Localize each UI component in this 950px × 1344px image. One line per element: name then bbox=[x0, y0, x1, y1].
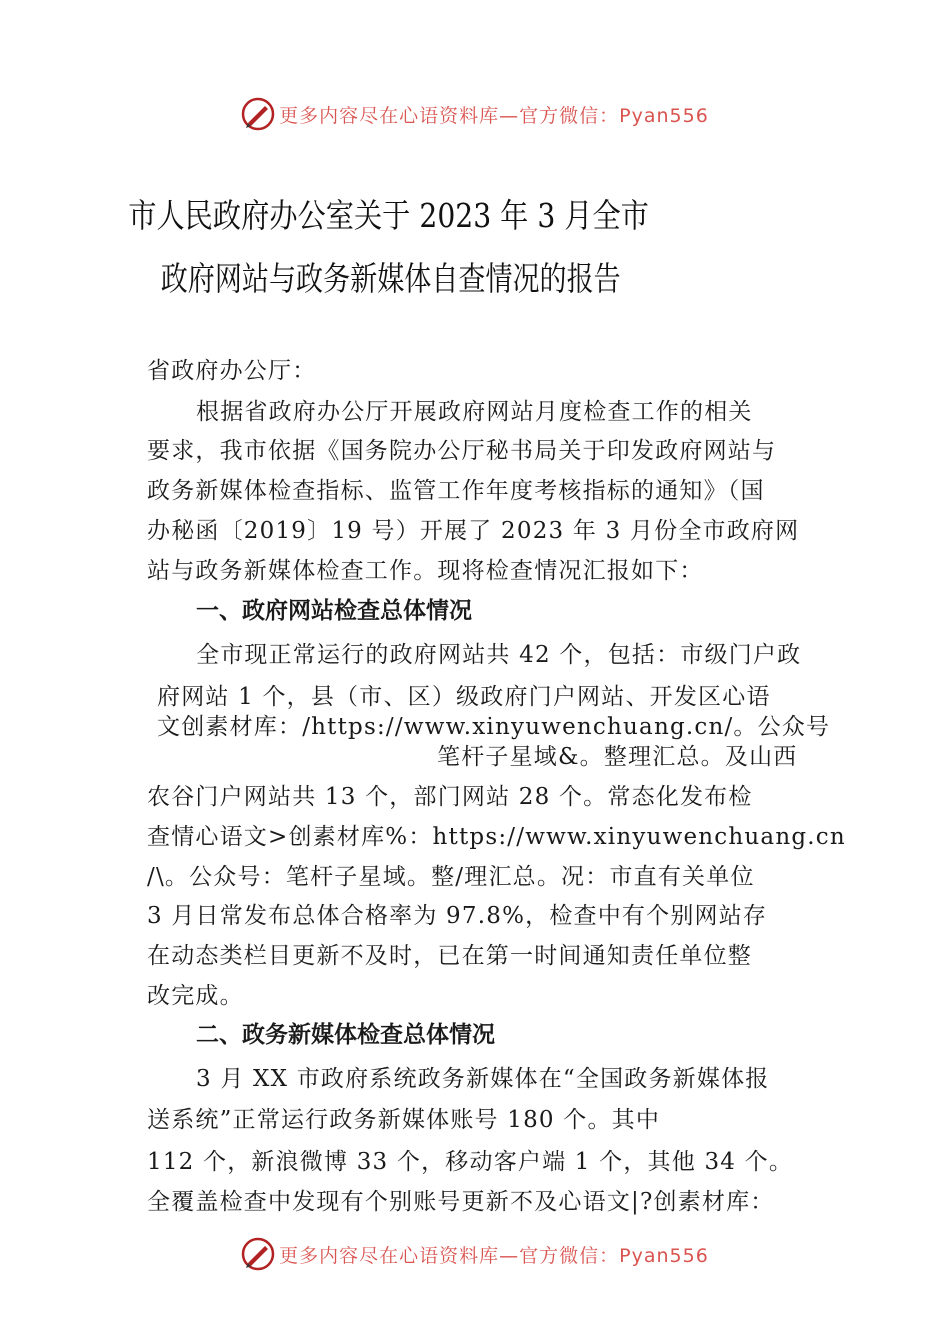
footer-watermark-text: 更多内容尽在心语资料库—官方微信：Pyan556 bbox=[279, 1244, 709, 1267]
paragraph-3-line: 112 个，新浪微博 33 个，移动客户端 1 个，其他 34 个。 bbox=[147, 1149, 794, 1175]
paragraph-3-line: 3 月 XX 市政府系统政务新媒体在“全国政务新媒体报 bbox=[196, 1066, 770, 1092]
paragraph-3-line: 送系统”正常运行政务新媒体账号 180 个。其中 bbox=[147, 1107, 661, 1133]
salutation: 省政府办公厅： bbox=[147, 358, 317, 384]
paragraph-2-line: 农谷门户网站共 13 个，部门网站 28 个。常态化发布检 bbox=[147, 784, 753, 810]
doc-title-line-2: 政府网站与政务新媒体自查情况的报告 bbox=[160, 259, 621, 298]
header-watermark bbox=[0, 94, 950, 134]
section-heading-2: 二、政务新媒体检查总体情况 bbox=[196, 1022, 495, 1048]
paragraph-2-line: 在动态类栏目更新不及时，已在第一时间通知责任单位整 bbox=[147, 943, 752, 969]
paragraph-1-line: 要求，我市依据《国务院办公厅秘书局关于印发政府网站与 bbox=[147, 438, 777, 464]
pen-logo-icon bbox=[241, 1237, 275, 1271]
pen-logo-icon bbox=[241, 97, 275, 131]
paragraph-1-line: 办秘函〔2019〕19 号）开展了 2023 年 3 月份全市政府网 bbox=[147, 518, 800, 544]
paragraph-2-line: 查情心语文>创素材库%：https://www.xinyuwenchuang.cn bbox=[147, 824, 846, 850]
paragraph-1-line: 政务新媒体检查指标、监管工作年度考核指标的通知》（国 bbox=[147, 478, 765, 504]
paragraph-2-line: 府网站 1 个，县（市、区）级政府门户网站、开发区心语 bbox=[157, 684, 771, 710]
paragraph-2-line: 笔杆子星域&。整理汇总。及山西 bbox=[437, 744, 798, 770]
paragraph-2-line: 全市现正常运行的政府网站共 42 个，包括：市级门户政 bbox=[196, 642, 802, 668]
header-watermark-text: 更多内容尽在心语资料库—官方微信：Pyan556 bbox=[279, 104, 709, 127]
paragraph-1-line: 根据省政府办公厅开展政府网站月度检查工作的相关 bbox=[196, 399, 753, 425]
doc-title-line-1: 市人民政府办公室关于 2023 年 3 月全市 bbox=[128, 196, 649, 235]
paragraph-2-line: 3 月日常发布总体合格率为 97.8%，检查中有个别网站存 bbox=[147, 903, 768, 929]
paragraph-1-line: 站与政务新媒体检查工作。现将检查情况汇报如下： bbox=[147, 558, 704, 584]
section-heading-1: 一、政府网站检查总体情况 bbox=[196, 598, 472, 624]
paragraph-2-line: 文创素材库：/https://www.xinyuwenchuang.cn/。公众号 bbox=[157, 714, 831, 740]
paragraph-3-line: 全覆盖检查中发现有个别账号更新不及心语文|?创素材库： bbox=[147, 1189, 775, 1215]
footer-watermark bbox=[0, 1234, 950, 1274]
paragraph-2-line: /\。公众号：笔杆子星域。整/理汇总。况：市直有关单位 bbox=[147, 864, 755, 890]
paragraph-2-line: 改完成。 bbox=[147, 983, 244, 1009]
